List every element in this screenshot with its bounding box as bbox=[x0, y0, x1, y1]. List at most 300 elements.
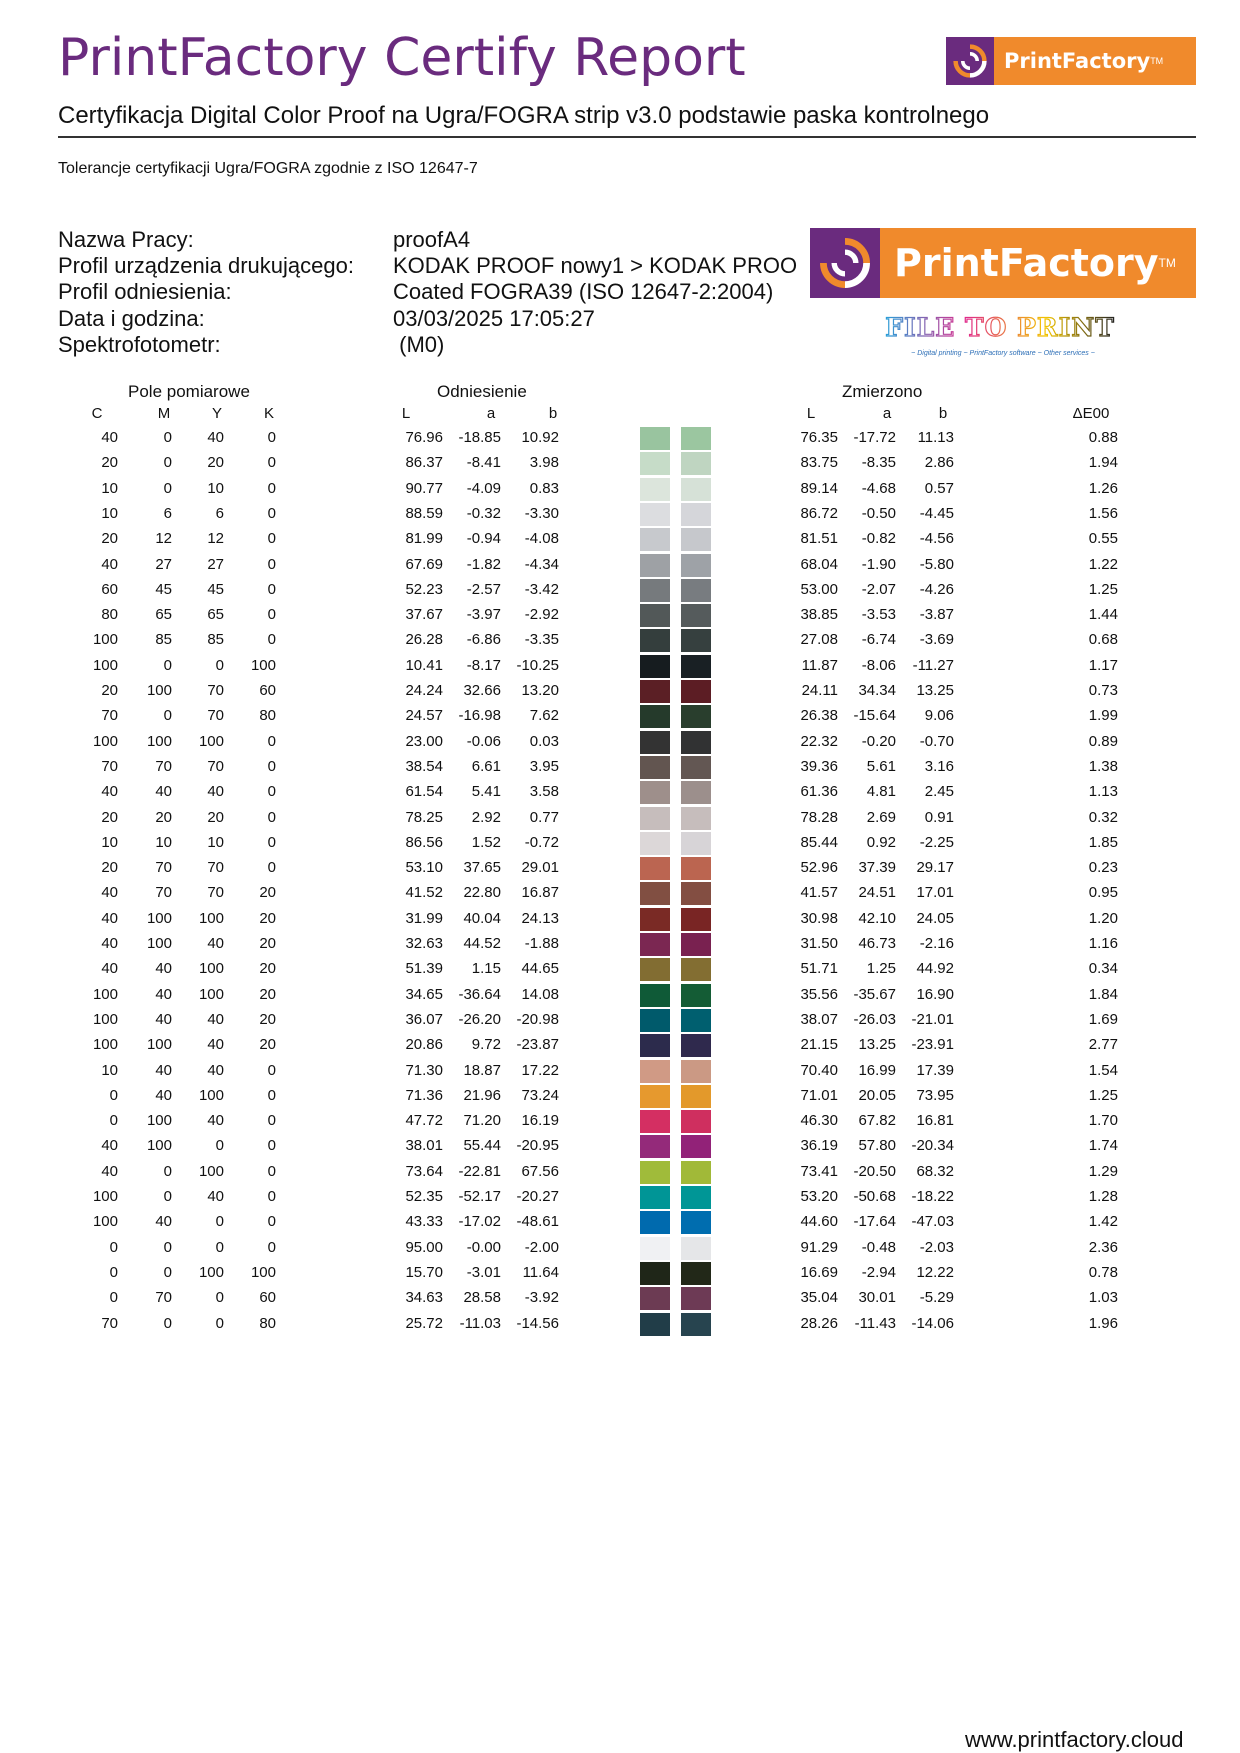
reference-swatch bbox=[640, 1313, 670, 1336]
cell-ref-l: 81.99 bbox=[405, 530, 443, 548]
cell-c: 10 bbox=[101, 833, 118, 851]
col-header-meas-l: L bbox=[806, 405, 816, 422]
cell-meas-b: -18.22 bbox=[911, 1188, 954, 1205]
cell-ref-l: 26.28 bbox=[405, 631, 443, 649]
cell-meas-a: -20.50 bbox=[853, 1162, 896, 1180]
cell-meas-b: 24.05 bbox=[916, 909, 954, 927]
cell-meas-b: -4.45 bbox=[919, 504, 954, 522]
cell-meas-l: 35.56 bbox=[800, 985, 838, 1003]
measured-swatch bbox=[681, 1262, 711, 1285]
table-row bbox=[0, 1312, 1240, 1337]
cell-meas-b: 17.01 bbox=[916, 884, 954, 902]
cell-meas-b: -23.91 bbox=[911, 1036, 954, 1054]
cell-ref-a: 55.44 bbox=[463, 1137, 501, 1155]
cell-meas-a: 46.73 bbox=[858, 935, 896, 952]
cell-meas-l: 53.00 bbox=[800, 580, 838, 598]
cell-ref-b: 13.20 bbox=[521, 682, 559, 699]
cell-m: 65 bbox=[155, 606, 172, 624]
cell-meas-b: 17.39 bbox=[916, 1061, 954, 1079]
measured-swatch bbox=[681, 1034, 711, 1057]
table-row bbox=[0, 932, 1240, 957]
measured-swatch bbox=[681, 1009, 711, 1032]
measured-swatch bbox=[681, 629, 711, 652]
cell-y: 100 bbox=[198, 1263, 224, 1281]
cell-ref-a: -2.57 bbox=[466, 580, 501, 598]
cell-delta-e: 1.44 bbox=[1088, 606, 1118, 624]
reference-swatch bbox=[640, 958, 670, 981]
cell-meas-l: 70.40 bbox=[800, 1061, 838, 1079]
reference-swatch bbox=[640, 908, 670, 931]
cell-m: 10 bbox=[155, 833, 172, 851]
measured-swatch bbox=[681, 1135, 711, 1158]
table-row bbox=[0, 426, 1240, 451]
cell-delta-e: 2.77 bbox=[1088, 1036, 1118, 1054]
cell-meas-a: 16.99 bbox=[858, 1061, 896, 1079]
table-row bbox=[0, 1210, 1240, 1235]
cell-c: 20 bbox=[101, 530, 118, 548]
cell-meas-b: -20.34 bbox=[911, 1137, 954, 1155]
cell-ref-a: 44.52 bbox=[463, 935, 501, 952]
measured-swatch bbox=[681, 528, 711, 551]
cell-ref-b: 14.08 bbox=[521, 985, 559, 1003]
cell-k: 0 bbox=[267, 429, 276, 446]
reference-swatch bbox=[640, 503, 670, 526]
cell-meas-b: -21.01 bbox=[911, 1010, 954, 1028]
cell-c: 40 bbox=[101, 1162, 118, 1180]
measured-swatch bbox=[681, 1211, 711, 1234]
cell-ref-b: -48.61 bbox=[516, 1213, 559, 1231]
cell-meas-l: 83.75 bbox=[800, 454, 838, 472]
cell-meas-b: -14.06 bbox=[911, 1314, 954, 1332]
printfactory-logo-small bbox=[946, 37, 1196, 85]
cell-c: 40 bbox=[101, 909, 118, 927]
cell-ref-b: 24.13 bbox=[521, 909, 559, 927]
cell-y: 40 bbox=[207, 1036, 224, 1054]
reference-swatch bbox=[640, 882, 670, 905]
cell-meas-l: 22.32 bbox=[800, 732, 838, 750]
table-row bbox=[0, 780, 1240, 805]
cell-ref-b: -14.56 bbox=[516, 1314, 559, 1332]
cell-y: 10 bbox=[207, 479, 224, 497]
cell-y: 40 bbox=[207, 1010, 224, 1028]
cell-k: 0 bbox=[267, 757, 276, 775]
cell-m: 27 bbox=[155, 555, 172, 573]
cell-meas-a: -0.48 bbox=[861, 1238, 896, 1256]
cell-ref-l: 52.23 bbox=[405, 580, 443, 598]
cell-meas-l: 24.11 bbox=[801, 682, 838, 699]
measured-swatch bbox=[681, 984, 711, 1007]
cell-ref-b: -4.34 bbox=[524, 555, 559, 573]
cell-m: 12 bbox=[155, 530, 172, 548]
cell-ref-l: 36.07 bbox=[405, 1010, 443, 1028]
cell-meas-b: -2.03 bbox=[919, 1238, 954, 1256]
cell-ref-b: 3.98 bbox=[529, 454, 559, 472]
cell-y: 27 bbox=[207, 555, 224, 573]
cell-ref-a: 6.61 bbox=[471, 757, 501, 775]
cell-meas-b: 12.22 bbox=[916, 1263, 954, 1281]
cell-meas-l: 81.51 bbox=[800, 530, 838, 548]
cell-ref-b: 16.19 bbox=[521, 1112, 559, 1130]
cell-meas-l: 21.15 bbox=[800, 1036, 838, 1054]
cell-meas-a: -26.03 bbox=[853, 1010, 896, 1028]
cell-y: 20 bbox=[207, 454, 224, 472]
cell-ref-b: -20.27 bbox=[516, 1188, 559, 1205]
cell-m: 0 bbox=[163, 1238, 172, 1256]
cell-c: 10 bbox=[101, 1061, 118, 1079]
cell-ref-l: 34.63 bbox=[405, 1289, 443, 1307]
file-to-print-text: FILE TO PRINT bbox=[885, 313, 1115, 342]
cell-k: 0 bbox=[267, 783, 276, 801]
cell-y: 100 bbox=[198, 960, 224, 978]
info-label-spectrophotometer: Spektrofotometr: bbox=[58, 332, 221, 357]
reference-swatch bbox=[640, 604, 670, 627]
cell-k: 0 bbox=[267, 808, 276, 826]
cell-ref-b: 44.65 bbox=[521, 960, 559, 978]
cell-meas-b: 73.95 bbox=[916, 1086, 954, 1104]
cell-meas-b: 3.16 bbox=[924, 757, 954, 775]
cell-meas-a: -17.64 bbox=[853, 1213, 896, 1231]
measured-swatch bbox=[681, 680, 711, 703]
reference-swatch bbox=[640, 655, 670, 678]
cell-m: 100 bbox=[146, 1036, 172, 1054]
cell-meas-b: 68.32 bbox=[916, 1162, 954, 1180]
cell-meas-l: 46.30 bbox=[800, 1112, 838, 1130]
cell-m: 0 bbox=[163, 454, 172, 472]
cell-delta-e: 1.69 bbox=[1088, 1010, 1118, 1028]
cell-c: 0 bbox=[109, 1238, 118, 1256]
cell-delta-e: 0.89 bbox=[1088, 732, 1118, 750]
file-to-print-tagline: ~ Digital printing ~ PrintFactory software ~ Other services ~ bbox=[911, 350, 1095, 357]
cell-ref-a: -11.03 bbox=[459, 1314, 501, 1332]
cell-ref-a: -1.82 bbox=[466, 555, 501, 573]
cell-m: 0 bbox=[163, 1162, 172, 1180]
cell-ref-a: 22.80 bbox=[463, 884, 501, 902]
reference-swatch bbox=[640, 1034, 670, 1057]
cell-y: 40 bbox=[207, 1061, 224, 1079]
info-value-date-time: 03/03/2025 17:05:27 bbox=[393, 306, 595, 331]
cell-meas-a: -15.64 bbox=[853, 707, 896, 725]
table-row bbox=[0, 806, 1240, 831]
cell-k: 0 bbox=[267, 1112, 276, 1130]
cell-c: 10 bbox=[101, 504, 118, 522]
cell-y: 40 bbox=[207, 429, 224, 446]
cell-meas-l: 91.29 bbox=[800, 1238, 838, 1256]
report-subtitle: Certyfikacja Digital Color Proof na Ugra/FOGRA strip v3.0 podstawie paska kontrolnego bbox=[58, 102, 990, 129]
reference-swatch bbox=[640, 452, 670, 475]
cell-meas-l: 41.57 bbox=[800, 884, 838, 902]
cell-c: 20 bbox=[101, 808, 118, 826]
cell-c: 20 bbox=[101, 682, 118, 699]
cell-meas-a: -8.35 bbox=[861, 454, 896, 472]
cell-delta-e: 1.99 bbox=[1088, 707, 1118, 725]
cell-ref-l: 67.69 bbox=[405, 555, 443, 573]
cell-ref-a: 37.65 bbox=[463, 859, 501, 877]
cell-k: 20 bbox=[259, 1036, 276, 1054]
cell-delta-e: 1.54 bbox=[1088, 1061, 1118, 1079]
cell-ref-l: 51.39 bbox=[405, 960, 443, 978]
cell-delta-e: 1.22 bbox=[1088, 555, 1118, 573]
cell-meas-l: 31.50 bbox=[800, 935, 838, 952]
reference-swatch bbox=[640, 1009, 670, 1032]
table-row bbox=[0, 527, 1240, 552]
logo-text-large: PrintFactory bbox=[894, 241, 1159, 285]
cell-ref-b: -23.87 bbox=[516, 1036, 559, 1054]
cell-c: 20 bbox=[101, 859, 118, 877]
cell-ref-b: 17.22 bbox=[521, 1061, 559, 1079]
table-row bbox=[0, 831, 1240, 856]
measured-swatch bbox=[681, 1085, 711, 1108]
cell-meas-a: -6.74 bbox=[861, 631, 896, 649]
reference-swatch bbox=[640, 1161, 670, 1184]
measured-swatch bbox=[681, 427, 711, 450]
cell-delta-e: 1.42 bbox=[1088, 1213, 1118, 1231]
table-row bbox=[0, 502, 1240, 527]
cell-ref-a: -17.02 bbox=[458, 1213, 501, 1231]
table-row bbox=[0, 1286, 1240, 1311]
cell-k: 0 bbox=[267, 580, 276, 598]
cell-ref-b: -0.72 bbox=[524, 833, 559, 851]
info-value-output-profile: KODAK PROOF nowy1 > KODAK PROO bbox=[393, 253, 798, 278]
cell-k: 0 bbox=[267, 606, 276, 624]
cell-m: 70 bbox=[155, 884, 172, 902]
cell-m: 40 bbox=[155, 985, 172, 1003]
cell-ref-b: 0.03 bbox=[529, 732, 559, 750]
cell-ref-l: 88.59 bbox=[405, 504, 443, 522]
table-row bbox=[0, 704, 1240, 729]
info-label-job-name: Nazwa Pracy: bbox=[58, 227, 194, 252]
cell-delta-e: 0.23 bbox=[1088, 859, 1118, 877]
cell-m: 40 bbox=[155, 1213, 172, 1231]
cell-delta-e: 1.70 bbox=[1088, 1112, 1118, 1130]
measured-swatch bbox=[681, 756, 711, 779]
cell-ref-l: 47.72 bbox=[405, 1112, 443, 1130]
measured-swatch bbox=[681, 933, 711, 956]
cell-k: 20 bbox=[259, 960, 276, 978]
cell-meas-b: -3.87 bbox=[919, 606, 954, 624]
cell-y: 40 bbox=[207, 1188, 224, 1205]
cell-c: 40 bbox=[101, 555, 118, 573]
table-row bbox=[0, 1008, 1240, 1033]
cell-k: 0 bbox=[267, 530, 276, 548]
cell-meas-a: -0.20 bbox=[861, 732, 896, 750]
cell-c: 40 bbox=[101, 935, 118, 952]
cell-delta-e: 1.20 bbox=[1088, 909, 1118, 927]
cell-meas-a: 13.25 bbox=[858, 1036, 896, 1054]
cell-c: 100 bbox=[92, 656, 118, 674]
col-header-delta-e: ΔE00 bbox=[1072, 405, 1110, 422]
cell-ref-l: 31.99 bbox=[405, 909, 443, 927]
cell-delta-e: 2.36 bbox=[1088, 1238, 1118, 1256]
cell-ref-a: 32.66 bbox=[463, 682, 501, 699]
reference-swatch bbox=[640, 832, 670, 855]
cell-y: 85 bbox=[207, 631, 224, 649]
cell-delta-e: 1.96 bbox=[1088, 1314, 1118, 1332]
reference-swatch bbox=[640, 857, 670, 880]
reference-swatch bbox=[640, 1186, 670, 1209]
cell-meas-l: 38.07 bbox=[800, 1010, 838, 1028]
cell-y: 20 bbox=[207, 808, 224, 826]
measured-swatch bbox=[681, 579, 711, 602]
cell-c: 0 bbox=[109, 1289, 118, 1307]
cell-delta-e: 1.25 bbox=[1088, 580, 1118, 598]
cell-ref-l: 61.54 bbox=[405, 783, 443, 801]
cell-y: 0 bbox=[215, 1213, 224, 1231]
table-row bbox=[0, 451, 1240, 476]
reference-swatch bbox=[640, 705, 670, 728]
cell-meas-a: 57.80 bbox=[858, 1137, 896, 1155]
table-row bbox=[0, 1236, 1240, 1261]
cell-meas-l: 89.14 bbox=[800, 479, 838, 497]
reference-swatch bbox=[640, 807, 670, 830]
cell-k: 60 bbox=[259, 682, 276, 699]
cell-c: 100 bbox=[92, 1188, 118, 1205]
header-divider bbox=[58, 136, 1196, 138]
cell-meas-a: 37.39 bbox=[858, 859, 896, 877]
cell-m: 100 bbox=[146, 682, 172, 699]
report-title: PrintFactory Certify Report bbox=[58, 28, 746, 88]
cell-delta-e: 0.95 bbox=[1088, 884, 1118, 902]
measured-swatch bbox=[681, 958, 711, 981]
cell-meas-b: -3.69 bbox=[919, 631, 954, 649]
table-row bbox=[0, 1033, 1240, 1058]
measured-swatch bbox=[681, 604, 711, 627]
cell-meas-b: 44.92 bbox=[916, 960, 954, 978]
table-row bbox=[0, 654, 1240, 679]
cell-y: 100 bbox=[198, 985, 224, 1003]
cell-y: 40 bbox=[207, 935, 224, 952]
cell-ref-b: -1.88 bbox=[524, 935, 559, 952]
table-row bbox=[0, 983, 1240, 1008]
group-header-patch: Pole pomiarowe bbox=[128, 382, 250, 401]
group-header-reference: Odniesienie bbox=[437, 382, 527, 401]
table-row bbox=[0, 578, 1240, 603]
cell-ref-b: 29.01 bbox=[521, 859, 559, 877]
measured-swatch bbox=[681, 1287, 711, 1310]
cell-ref-l: 37.67 bbox=[405, 606, 443, 624]
cell-m: 40 bbox=[155, 1061, 172, 1079]
cell-ref-b: 73.24 bbox=[521, 1086, 559, 1104]
cell-delta-e: 1.13 bbox=[1088, 783, 1118, 801]
measured-swatch bbox=[681, 478, 711, 501]
table-row bbox=[0, 553, 1240, 578]
cell-meas-a: 34.34 bbox=[858, 682, 896, 699]
cell-meas-l: 85.44 bbox=[800, 833, 838, 851]
cell-m: 70 bbox=[155, 757, 172, 775]
cell-meas-b: -4.26 bbox=[919, 580, 954, 598]
reference-swatch bbox=[640, 1060, 670, 1083]
table-row bbox=[0, 603, 1240, 628]
reference-swatch bbox=[640, 984, 670, 1007]
cell-k: 0 bbox=[267, 1162, 276, 1180]
table-row bbox=[0, 730, 1240, 755]
footer-url: www.printfactory.cloud bbox=[965, 1727, 1184, 1752]
cell-ref-l: 43.33 bbox=[405, 1213, 443, 1231]
cell-meas-l: 28.26 bbox=[800, 1314, 838, 1332]
cell-meas-b: 0.57 bbox=[924, 479, 954, 497]
cell-ref-l: 53.10 bbox=[405, 859, 443, 877]
cell-meas-b: -2.25 bbox=[919, 833, 954, 851]
cell-m: 0 bbox=[163, 1314, 172, 1332]
logo-text: PrintFactory bbox=[1004, 49, 1151, 73]
cell-ref-a: -3.97 bbox=[466, 606, 501, 624]
cell-ref-a: -26.20 bbox=[458, 1010, 501, 1028]
info-label-output-profile: Profil urządzenia drukującego: bbox=[58, 253, 354, 278]
cell-meas-a: -1.90 bbox=[861, 555, 896, 573]
info-label-reference-profile: Profil odniesienia: bbox=[58, 279, 232, 304]
cell-y: 100 bbox=[198, 909, 224, 927]
cell-k: 20 bbox=[259, 985, 276, 1003]
measured-swatch bbox=[681, 731, 711, 754]
cell-ref-a: 18.87 bbox=[463, 1061, 501, 1079]
cell-k: 0 bbox=[267, 1061, 276, 1079]
table-row bbox=[0, 628, 1240, 653]
table-row bbox=[0, 1059, 1240, 1084]
printfactory-swirl-icon bbox=[946, 37, 994, 85]
cell-m: 70 bbox=[155, 859, 172, 877]
table-row bbox=[0, 477, 1240, 502]
cell-ref-a: 1.52 bbox=[471, 833, 501, 851]
cell-m: 100 bbox=[146, 1137, 172, 1155]
cell-meas-a: 4.81 bbox=[866, 783, 896, 801]
cell-delta-e: 0.55 bbox=[1088, 530, 1118, 548]
reference-swatch bbox=[640, 1085, 670, 1108]
cell-y: 70 bbox=[207, 682, 224, 699]
cell-y: 40 bbox=[207, 1112, 224, 1130]
cell-c: 70 bbox=[101, 757, 118, 775]
cell-c: 0 bbox=[109, 1263, 118, 1281]
cell-y: 100 bbox=[198, 732, 224, 750]
cell-meas-l: 73.41 bbox=[800, 1162, 838, 1180]
reference-swatch bbox=[640, 731, 670, 754]
cell-ref-a: 2.92 bbox=[471, 808, 501, 826]
cell-c: 40 bbox=[101, 884, 118, 902]
cell-ref-l: 15.70 bbox=[405, 1263, 443, 1281]
table-row bbox=[0, 957, 1240, 982]
cell-y: 70 bbox=[207, 757, 224, 775]
cell-ref-a: 71.20 bbox=[463, 1112, 501, 1130]
cell-meas-a: 67.82 bbox=[858, 1112, 896, 1130]
cell-ref-l: 71.30 bbox=[405, 1061, 443, 1079]
cell-y: 0 bbox=[215, 1238, 224, 1256]
cell-meas-a: -50.68 bbox=[853, 1188, 896, 1205]
cell-c: 20 bbox=[101, 454, 118, 472]
cell-meas-l: 44.60 bbox=[800, 1213, 838, 1231]
reference-swatch bbox=[640, 781, 670, 804]
measured-swatch bbox=[681, 882, 711, 905]
cell-meas-l: 27.08 bbox=[800, 631, 838, 649]
info-value-reference-profile: Coated FOGRA39 (ISO 12647-2:2004) bbox=[393, 279, 774, 304]
cell-meas-a: 0.92 bbox=[866, 833, 896, 851]
cell-k: 0 bbox=[267, 504, 276, 522]
info-value-spectrophotometer: (M0) bbox=[393, 332, 445, 357]
cell-meas-b: -2.16 bbox=[919, 935, 954, 952]
measured-swatch bbox=[681, 554, 711, 577]
reference-swatch bbox=[640, 579, 670, 602]
cell-ref-a: -6.86 bbox=[466, 631, 501, 649]
cell-ref-a: -8.17 bbox=[466, 656, 501, 674]
col-header-c: C bbox=[91, 405, 103, 422]
cell-k: 60 bbox=[259, 1289, 276, 1307]
cell-m: 0 bbox=[163, 656, 172, 674]
cell-meas-l: 71.01 bbox=[800, 1086, 838, 1104]
cell-ref-l: 86.37 bbox=[405, 454, 443, 472]
table-row bbox=[0, 856, 1240, 881]
cell-k: 20 bbox=[259, 909, 276, 927]
cell-delta-e: 1.38 bbox=[1088, 757, 1118, 775]
cell-meas-a: -8.06 bbox=[861, 656, 896, 674]
cell-m: 20 bbox=[155, 808, 172, 826]
cell-meas-l: 86.72 bbox=[800, 504, 838, 522]
